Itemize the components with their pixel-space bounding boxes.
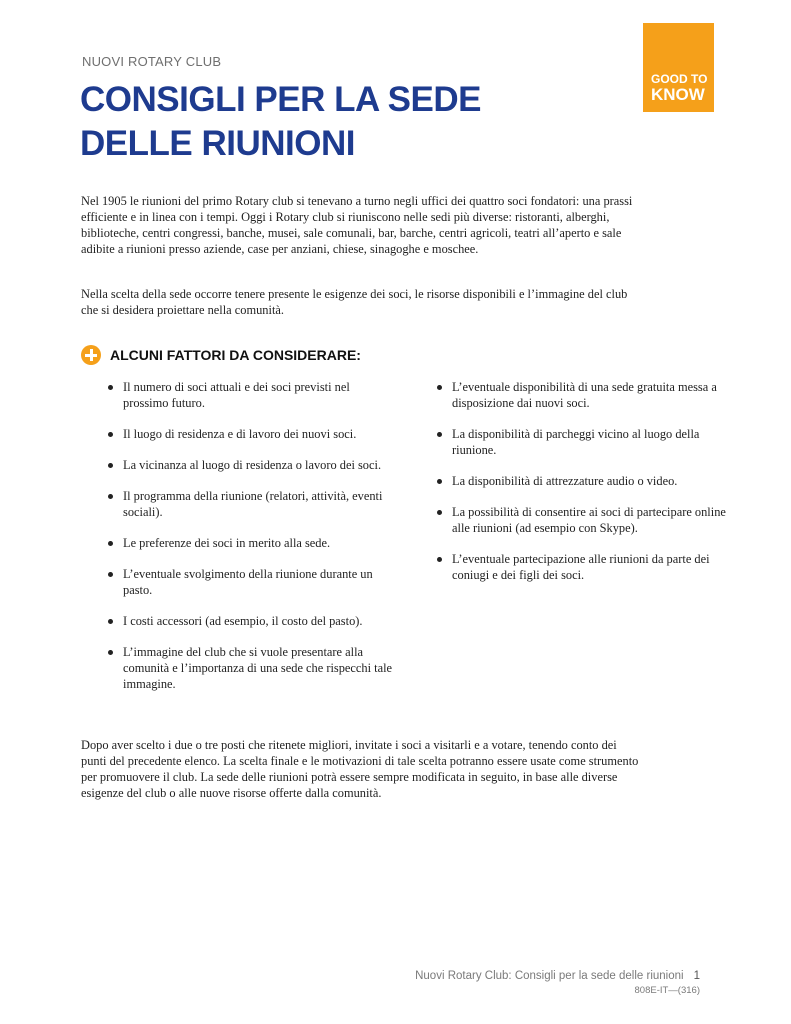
- intro-paragraph-2: Nella scelta della sede occorre tenere presente le esigenze dei soci, le risorse disponibili e l’immagine del club che si desidera proiettare nella comunità.: [81, 287, 628, 317]
- list-item: L’eventuale partecipazione alle riunioni da parte dei coniugi e dei figli dei soci.: [436, 551, 736, 583]
- badge-line-2: KNOW: [651, 85, 705, 104]
- page-title: [80, 78, 600, 166]
- factors-title: ALCUNI FATTORI DA CONSIDERARE:: [110, 347, 361, 363]
- list-item: L’eventuale disponibilità di una sede gratuita messa a disposizione dai nuovi soci.: [436, 379, 736, 411]
- page-number: 1: [693, 970, 700, 982]
- page-title-line-2: DELLE RIUNIONI: [80, 124, 355, 163]
- intro-paragraph-1: Nel 1905 le riunioni del primo Rotary club si tenevano a turno negli uffici dei quattro soci fondatori: una prassi efficiente e in linea con i tempi. Oggi i Rotary club si riuniscono nelle sedi più diverse: ristoranti, alberghi, biblioteche, centri congressi, banche, musei, sale comunali, bar, barche, centri agricoli, teatri all’aperto e sale adibite a riunioni presso aziende, case per anziani, chiese, sinagoghe e moschee.: [81, 194, 633, 256]
- factors-heading: [81, 344, 361, 366]
- good-to-know-badge: [643, 23, 714, 112]
- list-item: I costi accessori (ad esempio, il costo del pasto).: [107, 613, 397, 629]
- page-title-line-1: CONSIGLI PER LA SEDE: [80, 80, 481, 119]
- closing-paragraph: Dopo aver scelto i due o tre posti che ritenete migliori, invitate i soci a visitarli e a votare, tenendo conto dei punti del precedente elenco. La scelta finale e le motivazioni di tale scelta potranno essere usate come strumento per promuovere il club. La sede delle riunioni potrà essere sempre modificata in seguito, in base alle diverse esigenze del club o alle nuove risorse offerte dalla comunità.: [81, 738, 639, 800]
- factors-list-right: [436, 379, 736, 598]
- list-item: L’eventuale svolgimento della riunione durante un pasto.: [107, 566, 397, 598]
- plus-circle-icon: [81, 345, 101, 365]
- list-item: L’immagine del club che si vuole presentare alla comunità e l’importanza di una sede che rispecchi tale immagine.: [107, 644, 397, 692]
- list-item: La disponibilità di attrezzature audio o video.: [436, 473, 736, 489]
- list-item: La vicinanza al luogo di residenza o lavoro dei soci.: [107, 457, 397, 473]
- badge-line-1: GOOD TO: [651, 72, 708, 86]
- eyebrow-label: NUOVI ROTARY CLUB: [82, 54, 222, 69]
- document-code: 808E-IT—(316): [634, 985, 700, 996]
- list-item: Il programma della riunione (relatori, attività, eventi sociali).: [107, 488, 397, 520]
- factors-list-left: [107, 379, 397, 707]
- footer-doc-title: Nuovi Rotary Club: Consigli per la sede delle riunioni: [415, 970, 684, 982]
- list-item: La disponibilità di parcheggi vicino al luogo della riunione.: [436, 426, 736, 458]
- list-item: Il luogo di residenza e di lavoro dei nuovi soci.: [107, 426, 397, 442]
- footer-line: [415, 968, 700, 984]
- list-item: Le preferenze dei soci in merito alla sede.: [107, 535, 397, 551]
- list-item: Il numero di soci attuali e dei soci previsti nel prossimo futuro.: [107, 379, 397, 411]
- list-item: La possibilità di consentire ai soci di partecipare online alle riunioni (ad esempio con Skype).: [436, 504, 736, 536]
- page-footer: [415, 968, 700, 998]
